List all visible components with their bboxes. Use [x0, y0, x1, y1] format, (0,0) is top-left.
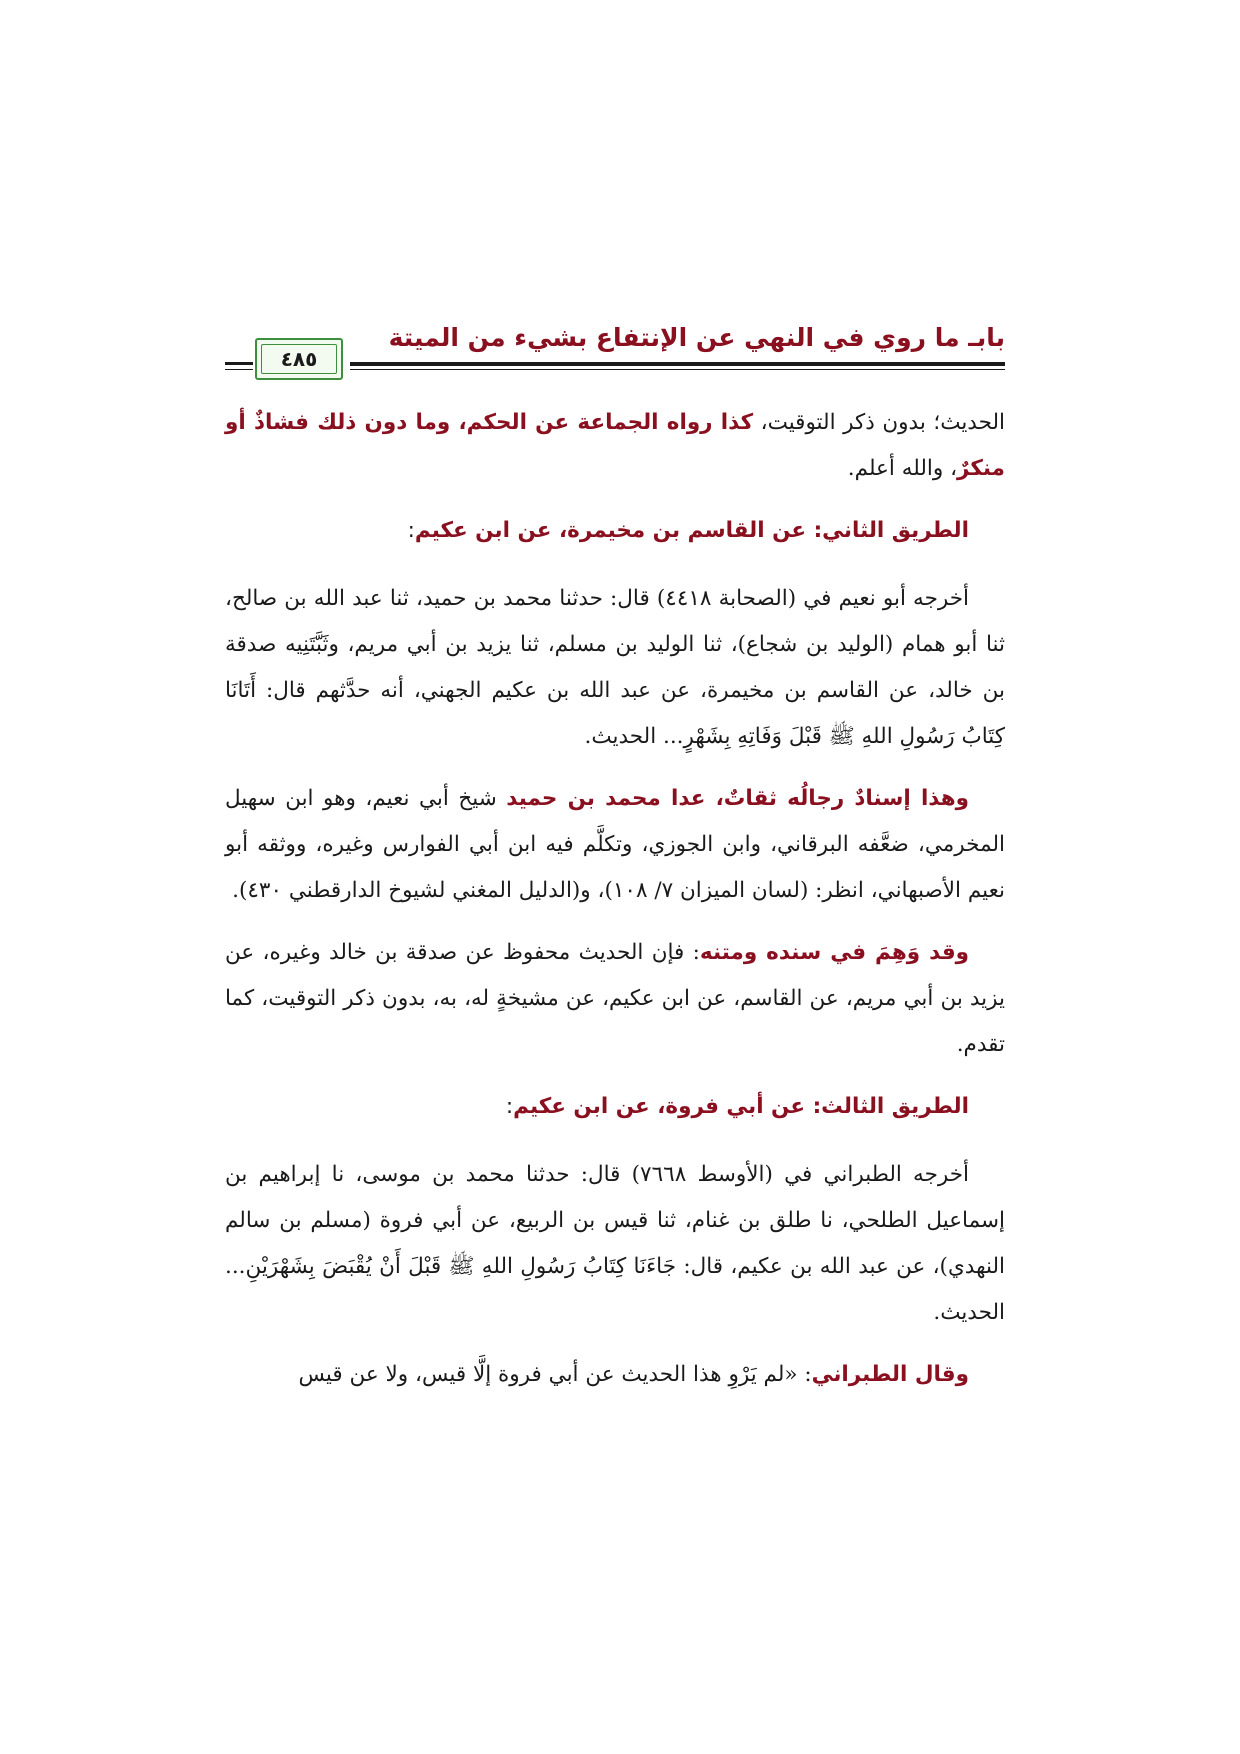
- paragraph-3-highlight: وهذا إسنادٌ رجالُه ثقاتٌ، عدا محمد بن حميد: [506, 786, 970, 811]
- page-header: [225, 318, 1005, 380]
- paragraph-1-highlight: كذا رواه الجماعة عن الحكم، وما دون ذلك فشاذٌ أو منكرٌ: [225, 410, 1005, 481]
- section-heading-third-route-text: الطريق الثالث: عن أبي فروة، عن ابن عكيم: [513, 1094, 969, 1119]
- section-heading-second-route-colon: :: [407, 518, 415, 543]
- page-body: [225, 400, 1005, 1414]
- page-number: ٤٨٥: [280, 347, 318, 371]
- page-number-badge: [255, 338, 343, 380]
- paragraph-1: [225, 400, 1005, 492]
- section-heading-third-route-colon: :: [505, 1094, 514, 1119]
- section-heading-second-route: [225, 508, 1005, 554]
- paragraph-4-text: : فإن الحديث محفوظ عن صدقة بن خالد وغيره، عن يزيد بن أبي مريم، عن القاسم، عن ابن عكيم، عن مشيخةٍ له، به، بدون ذكر التوقيت، كما تقدم.: [225, 940, 1005, 1057]
- section-heading-third-route: [225, 1084, 1005, 1130]
- paragraph-6-highlight: وقال الطبراني: [811, 1362, 969, 1387]
- paragraph-4-highlight: وقد وَهِمَ في سنده ومتنه: [699, 940, 970, 965]
- paragraph-1-text-a: الحديث؛ بدون ذكر التوقيت،: [753, 410, 1005, 435]
- paragraph-1-text-b: ، والله أعلم.: [847, 456, 958, 481]
- chapter-title: بابـ ما روي في النهي عن الإنتفاع بشيء من الميتة: [388, 323, 1005, 352]
- paragraph-5: أخرجه الطبراني في (الأوسط ٧٦٦٨) قال: حدثنا محمد بن موسى، نا إبراهيم بن إسماعيل الطلحي، نا طلق بن غنام، ثنا قيس بن الربيع، عن أبي فروة (مسلم بن سالم النهدي)، عن عبد الله بن عكيم، قال: جَاءَنَا كِتَابُ رَسُولِ اللهِ ﷺ قَبْلَ أَنْ يُقْبَضَ بِشَهْرَيْنِ... الحديث.: [225, 1162, 1005, 1325]
- header-rule-left-thin: [225, 369, 253, 370]
- paragraph-3-text: شيخ أبي نعيم، وهو ابن سهيل المخرمي، ضعَّفه البرقاني، وابن الجوزي، وتكلَّم فيه ابن أبي الفوارس وغيره، ووثقه أبو نعيم الأصبهاني، انظر: (لسان الميزان ٧/ ١٠٨)، و(الدليل المغني لشيوخ الدارقطني ٤٣٠).: [225, 786, 1005, 903]
- header-rule-thick: [350, 362, 1005, 366]
- paragraph-6-text: : «لم يَرْوِ هذا الحديث عن أبي فروة إلَّا قيس، ولا عن قيس: [298, 1362, 812, 1387]
- header-rule-thin: [350, 369, 1005, 370]
- section-heading-second-route-text: الطريق الثاني: عن القاسم بن مخيمرة، عن ابن عكيم: [414, 518, 969, 543]
- paragraph-3: [225, 776, 1005, 914]
- paragraph-6: [225, 1352, 1005, 1398]
- paragraph-2: أخرجه أبو نعيم في (الصحابة ٤٤١٨) قال: حدثنا محمد بن حميد، ثنا عبد الله بن صالح، ثنا أبو همام (الوليد بن شجاع)، ثنا الوليد بن مسلم، ثنا يزيد بن أبي مريم، وثَبَّتَنِيه صدقة بن خالد، عن القاسم بن مخيمرة، عن عبد الله بن عكيم الجهني، أنه حدَّثهم قال: أَتَانَا كِتَابُ رَسُولِ اللهِ ﷺ قَبْلَ وَفَاتِهِ بِشَهْرٍ... الحديث.: [225, 586, 1005, 749]
- header-rule-left-thick: [225, 362, 253, 365]
- paragraph-4: [225, 930, 1005, 1068]
